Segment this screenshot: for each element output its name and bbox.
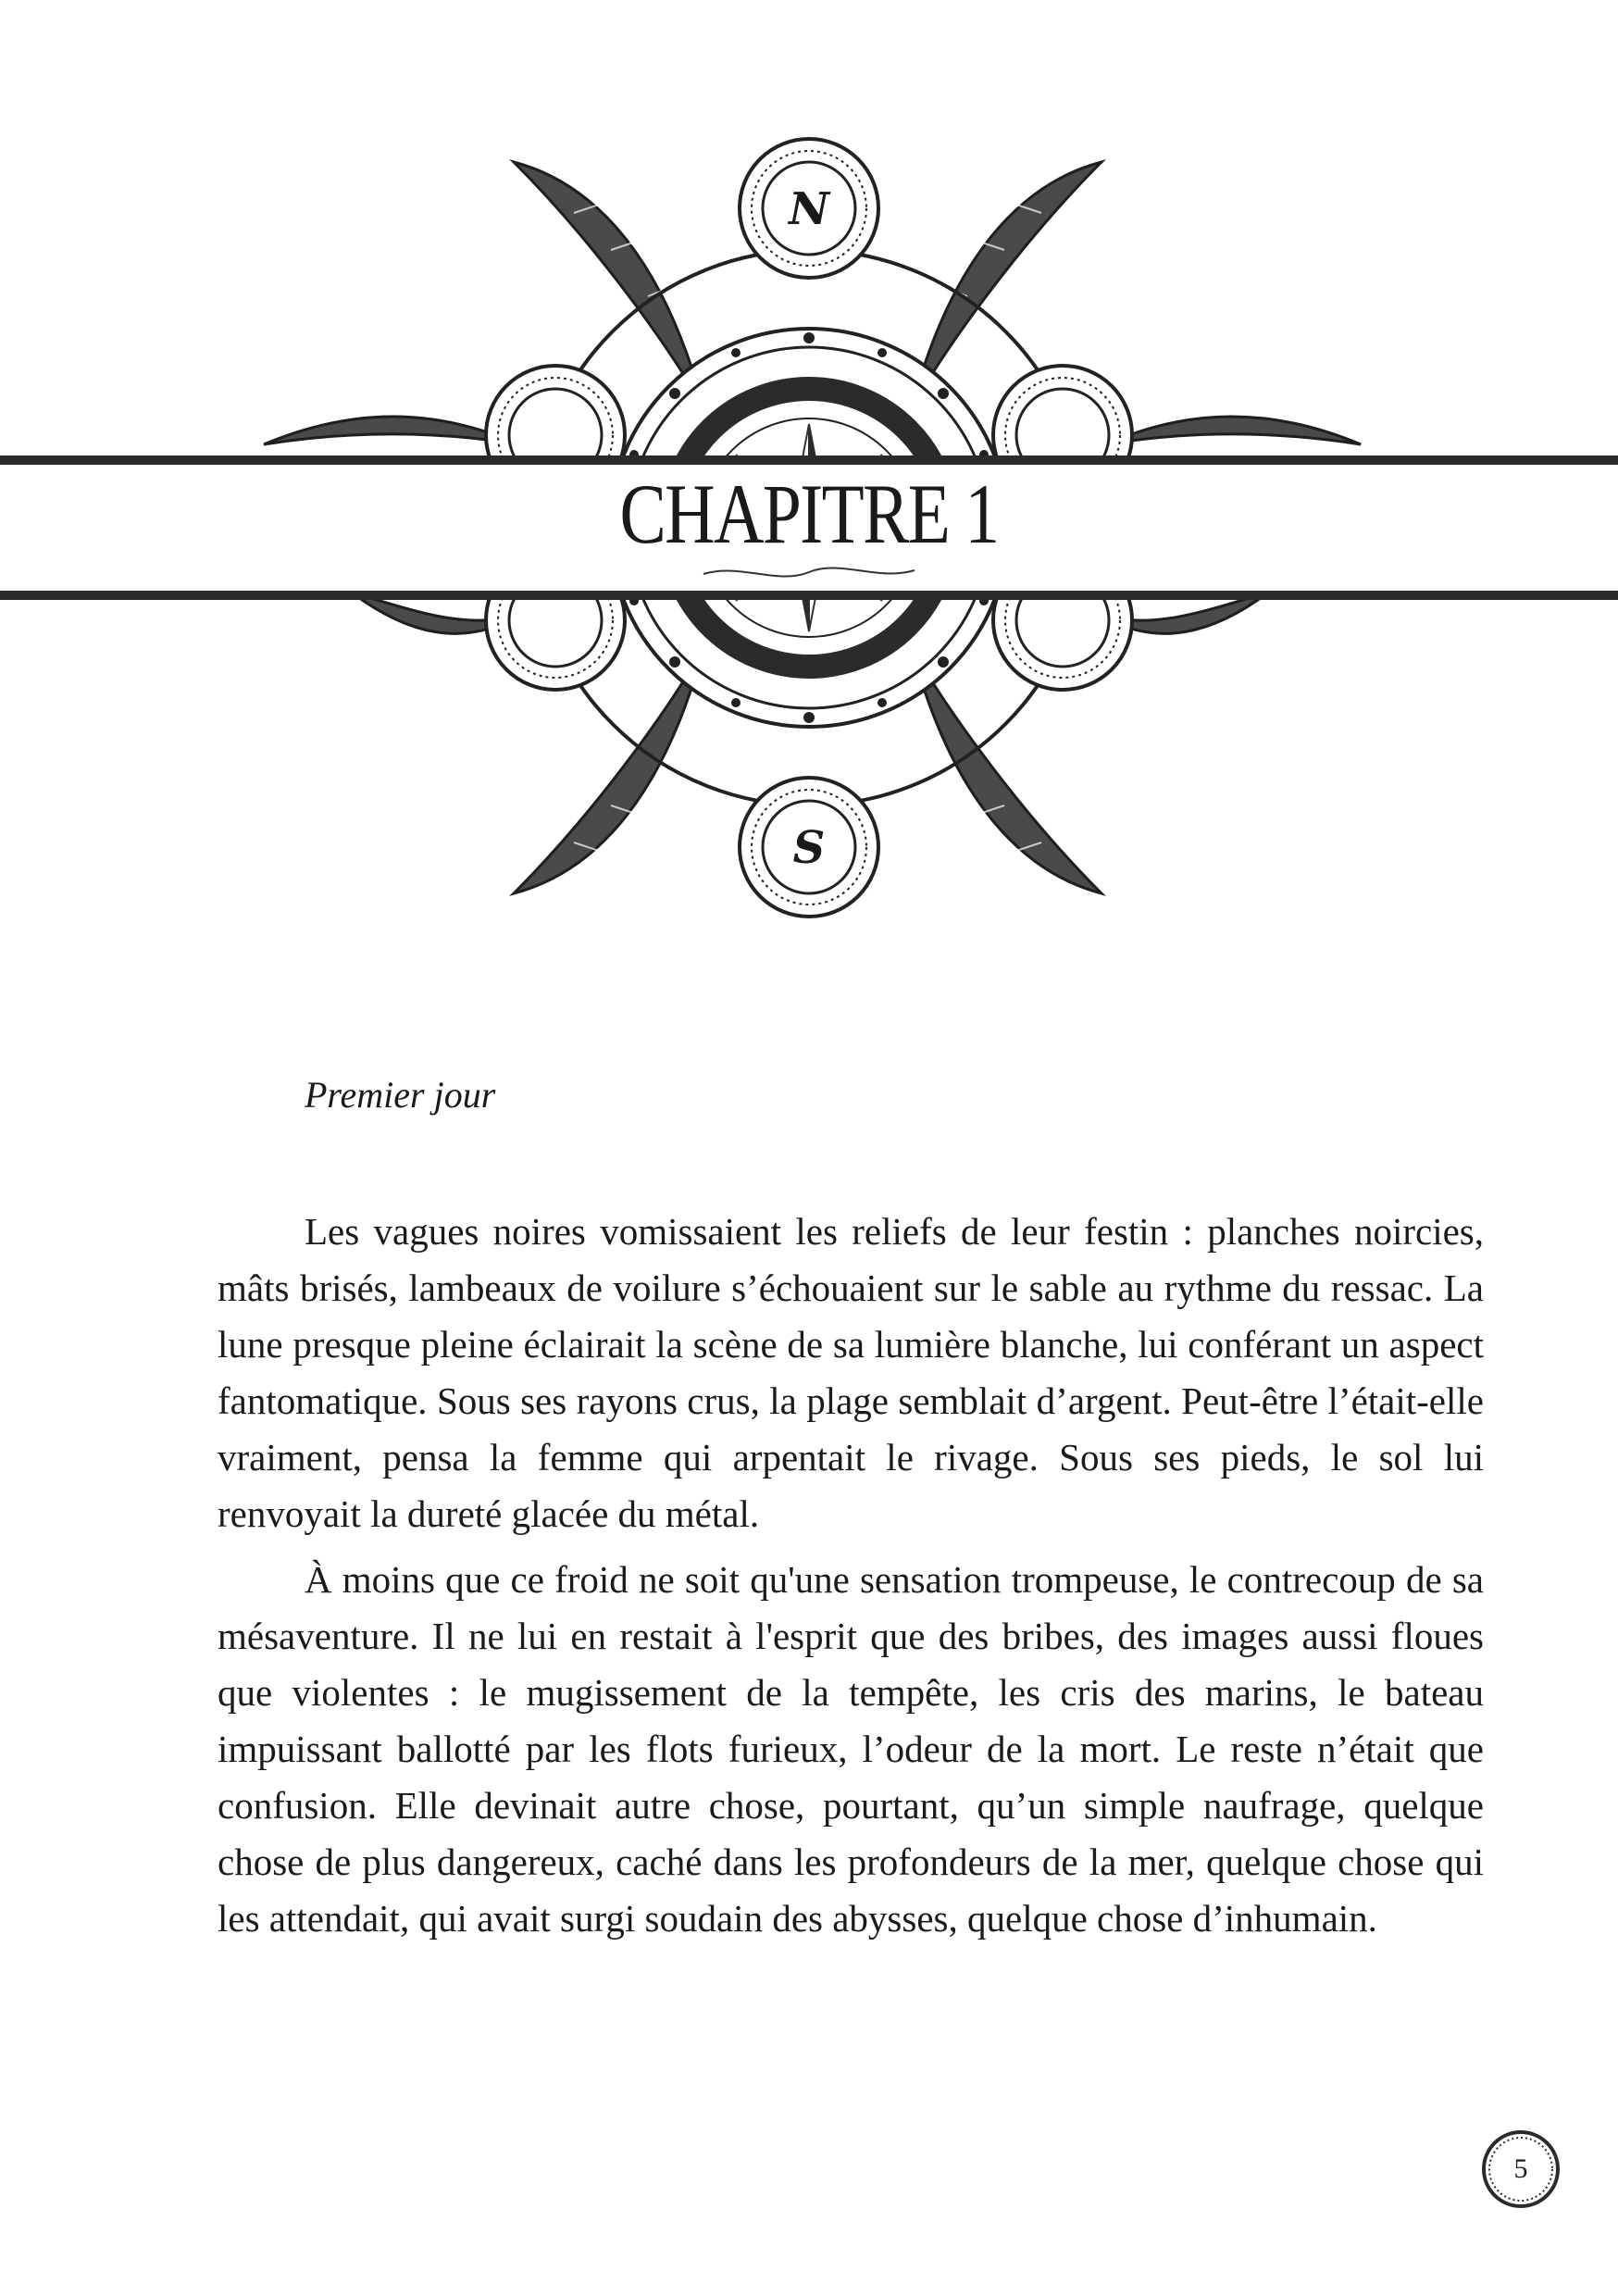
chapter-title: CHAPITRE 1 [619,467,999,561]
body-text [218,1204,1484,1956]
page-number-badge [1479,2128,1562,2211]
paragraph: Les vagues noires vomissaient les reliefs de leur festin : planches noircies, mâts brisés, lambeaux de voilure s’échouaient sur le sable au rythme du ressac. La lune presque pleine éclairait la scène de sa lumière blanche, lui conférant un aspect fantomatique. Sous ses rayons crus, la plage semblait d’argent. Peut-être l’était-elle vraiment, pensa la femme qui arpentait le rivage. Sous ses pieds, le sol lui renvoyait la dureté glacée du métal. [218,1210,1484,1535]
banner-bottom-rule [0,591,1618,600]
section-subtitle: Premier jour [305,1074,496,1116]
paragraph: À moins que ce froid ne soit qu'une sensation trompeuse, le contrecoup de sa mésaventure. Il ne lui en restait à l'esprit que des bribes, des images aussi floues que violentes : le mugissement de la tempête, les cris des marins, le bateau impuissant ballotté par les flots furieux, l’odeur de la mort. Le reste n’était que confusion. Elle devinait autre chose, pourtant, qu’un simple naufrage, quelque chose de plus dangereux, caché dans les profondeurs de la mer, quelque chose qui les attendait, qui avait surgi soudain des abysses, quelque chose d’inhumain. [218,1558,1484,1940]
page-number: 5 [1513,2153,1528,2184]
south-letter: S [792,822,826,874]
north-letter: N [789,183,829,235]
